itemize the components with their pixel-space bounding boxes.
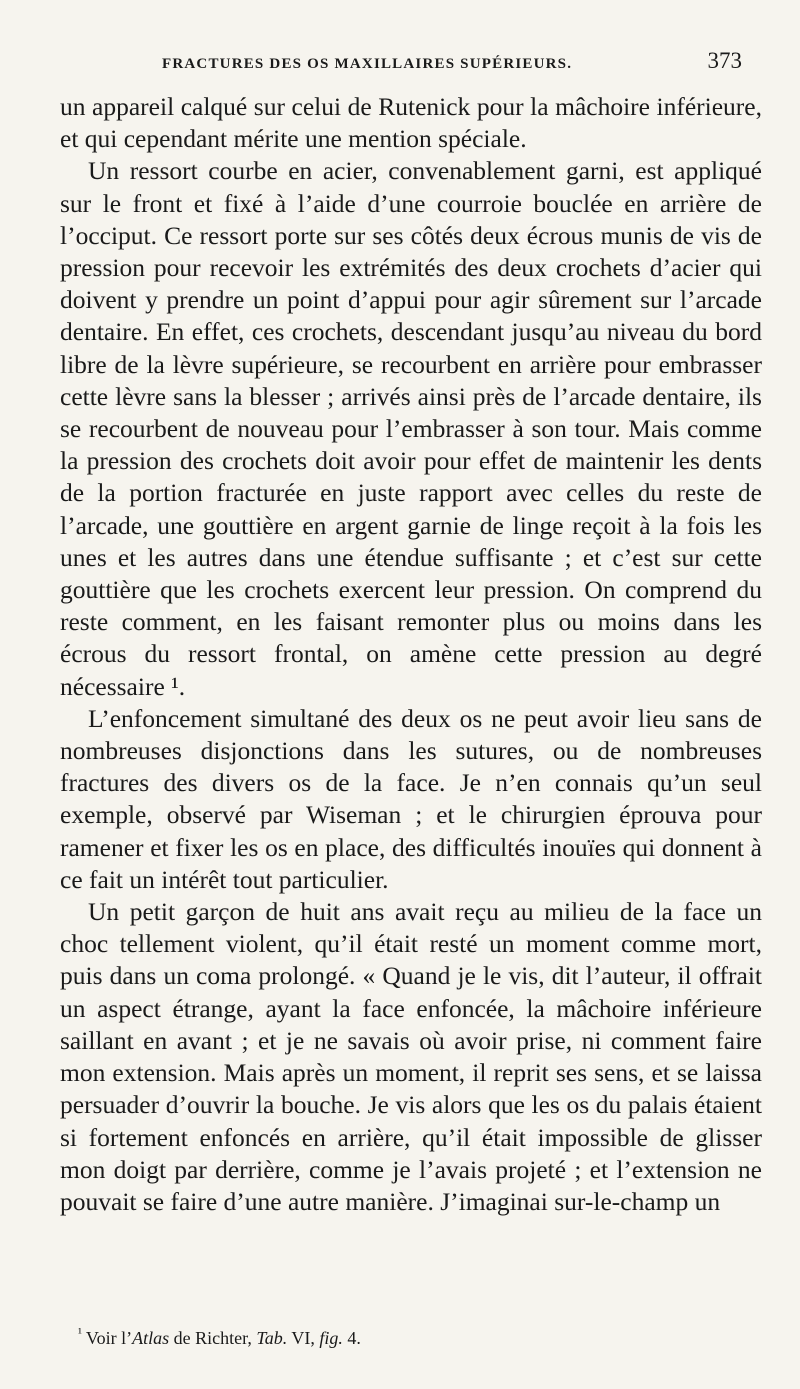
footnote-middle: de Richter,: [169, 1328, 257, 1348]
footnote-atlas: Atlas: [132, 1328, 170, 1348]
footnote-tab: Tab.: [256, 1328, 288, 1348]
paragraph: Un ressort courbe en acier, convenablement garni, est appliqué sur le front et fixé à l’aide d’une courroie bouclée en arrière de l’occiput. Ce ressort porte sur ses côtés deux écrous munis de vis de pression pour recevoir les extrémités des deux crochets d’acier qui doivent y prendre un point d’appui pour agir sûrement sur l’arcade dentaire. En effet, ces crochets, descendant jusqu’au niveau du bord libre de la lèvre supérieure, se recourbent en arrière pour embrasser cette lèvre sans la blesser ; arrivés ainsi près de l’arcade dentaire, ils se recourbent de nouveau pour l’embrasser à son tour. Mais comme la pression des crochets doit avoir pour effet de maintenir les dents de la portion fracturée en juste rapport avec celles du reste de l’arcade, une gouttière en argent garnie de linge reçoit à la fois les unes et les autres dans une étendue suffisante ; et c’est sur cette gouttière que les crochets exercent leur pression. On comprend du reste comment, en les faisant remonter plus ou moins dans les écrous du ressort frontal, on amène cette pression au degré nécessaire ¹.: [60, 156, 762, 701]
page-header: [52, 48, 742, 82]
footnote-tab-num: VI,: [287, 1328, 320, 1348]
footnote-mark: ¹: [78, 1325, 82, 1340]
footnote: [78, 1325, 361, 1349]
page-number: 373: [707, 48, 742, 73]
footnote-fig-num: 4.: [342, 1328, 361, 1348]
paragraph: Un petit garçon de huit ans avait reçu au milieu de la face un choc tellement violent, qu’il était resté un moment comme mort, puis dans un coma prolongé. « Quand je le vis, dit l’auteur, il offrait un aspect étrange, ayant la face enfoncée, la mâchoire inférieure saillant en avant ; et je ne savais où avoir prise, ni comment faire mon extension. Mais après un moment, il reprit ses sens, et se laissa persuader d’ouvrir la bouche. Je vis alors que les os du palais étaient si fortement enfoncés en arrière, qu’il était impossible de glisser mon doigt par derrière, comme je l’avais projeté ; et l’extension ne pouvait se faire d’une autre manière. J’imaginai sur-le-champ un: [60, 897, 762, 1216]
footnote-prefix: Voir l’: [85, 1328, 133, 1348]
paragraph: un appareil calqué sur celui de Rutenick pour la mâchoire inférieure, et qui cependant mérite une mention spéciale.: [60, 92, 762, 154]
body-text: [60, 91, 762, 1218]
footnote-fig: fig.: [319, 1328, 343, 1348]
running-title: FRACTURES DES OS MAXILLAIRES SUPÉRIEURS.: [162, 56, 573, 72]
paragraph: L’enfoncement simultané des deux os ne peut avoir lieu sans de nombreuses disjonctions dans les sutures, ou de nombreuses fractures des divers os de la face. Je n’en connais qu’un seul exemple, observé par Wiseman ; et le chirurgien éprouva pour ramener et fixer les os en place, des difficultés inouïes qui donnent à ce fait un intérêt tout particulier.: [60, 703, 762, 894]
